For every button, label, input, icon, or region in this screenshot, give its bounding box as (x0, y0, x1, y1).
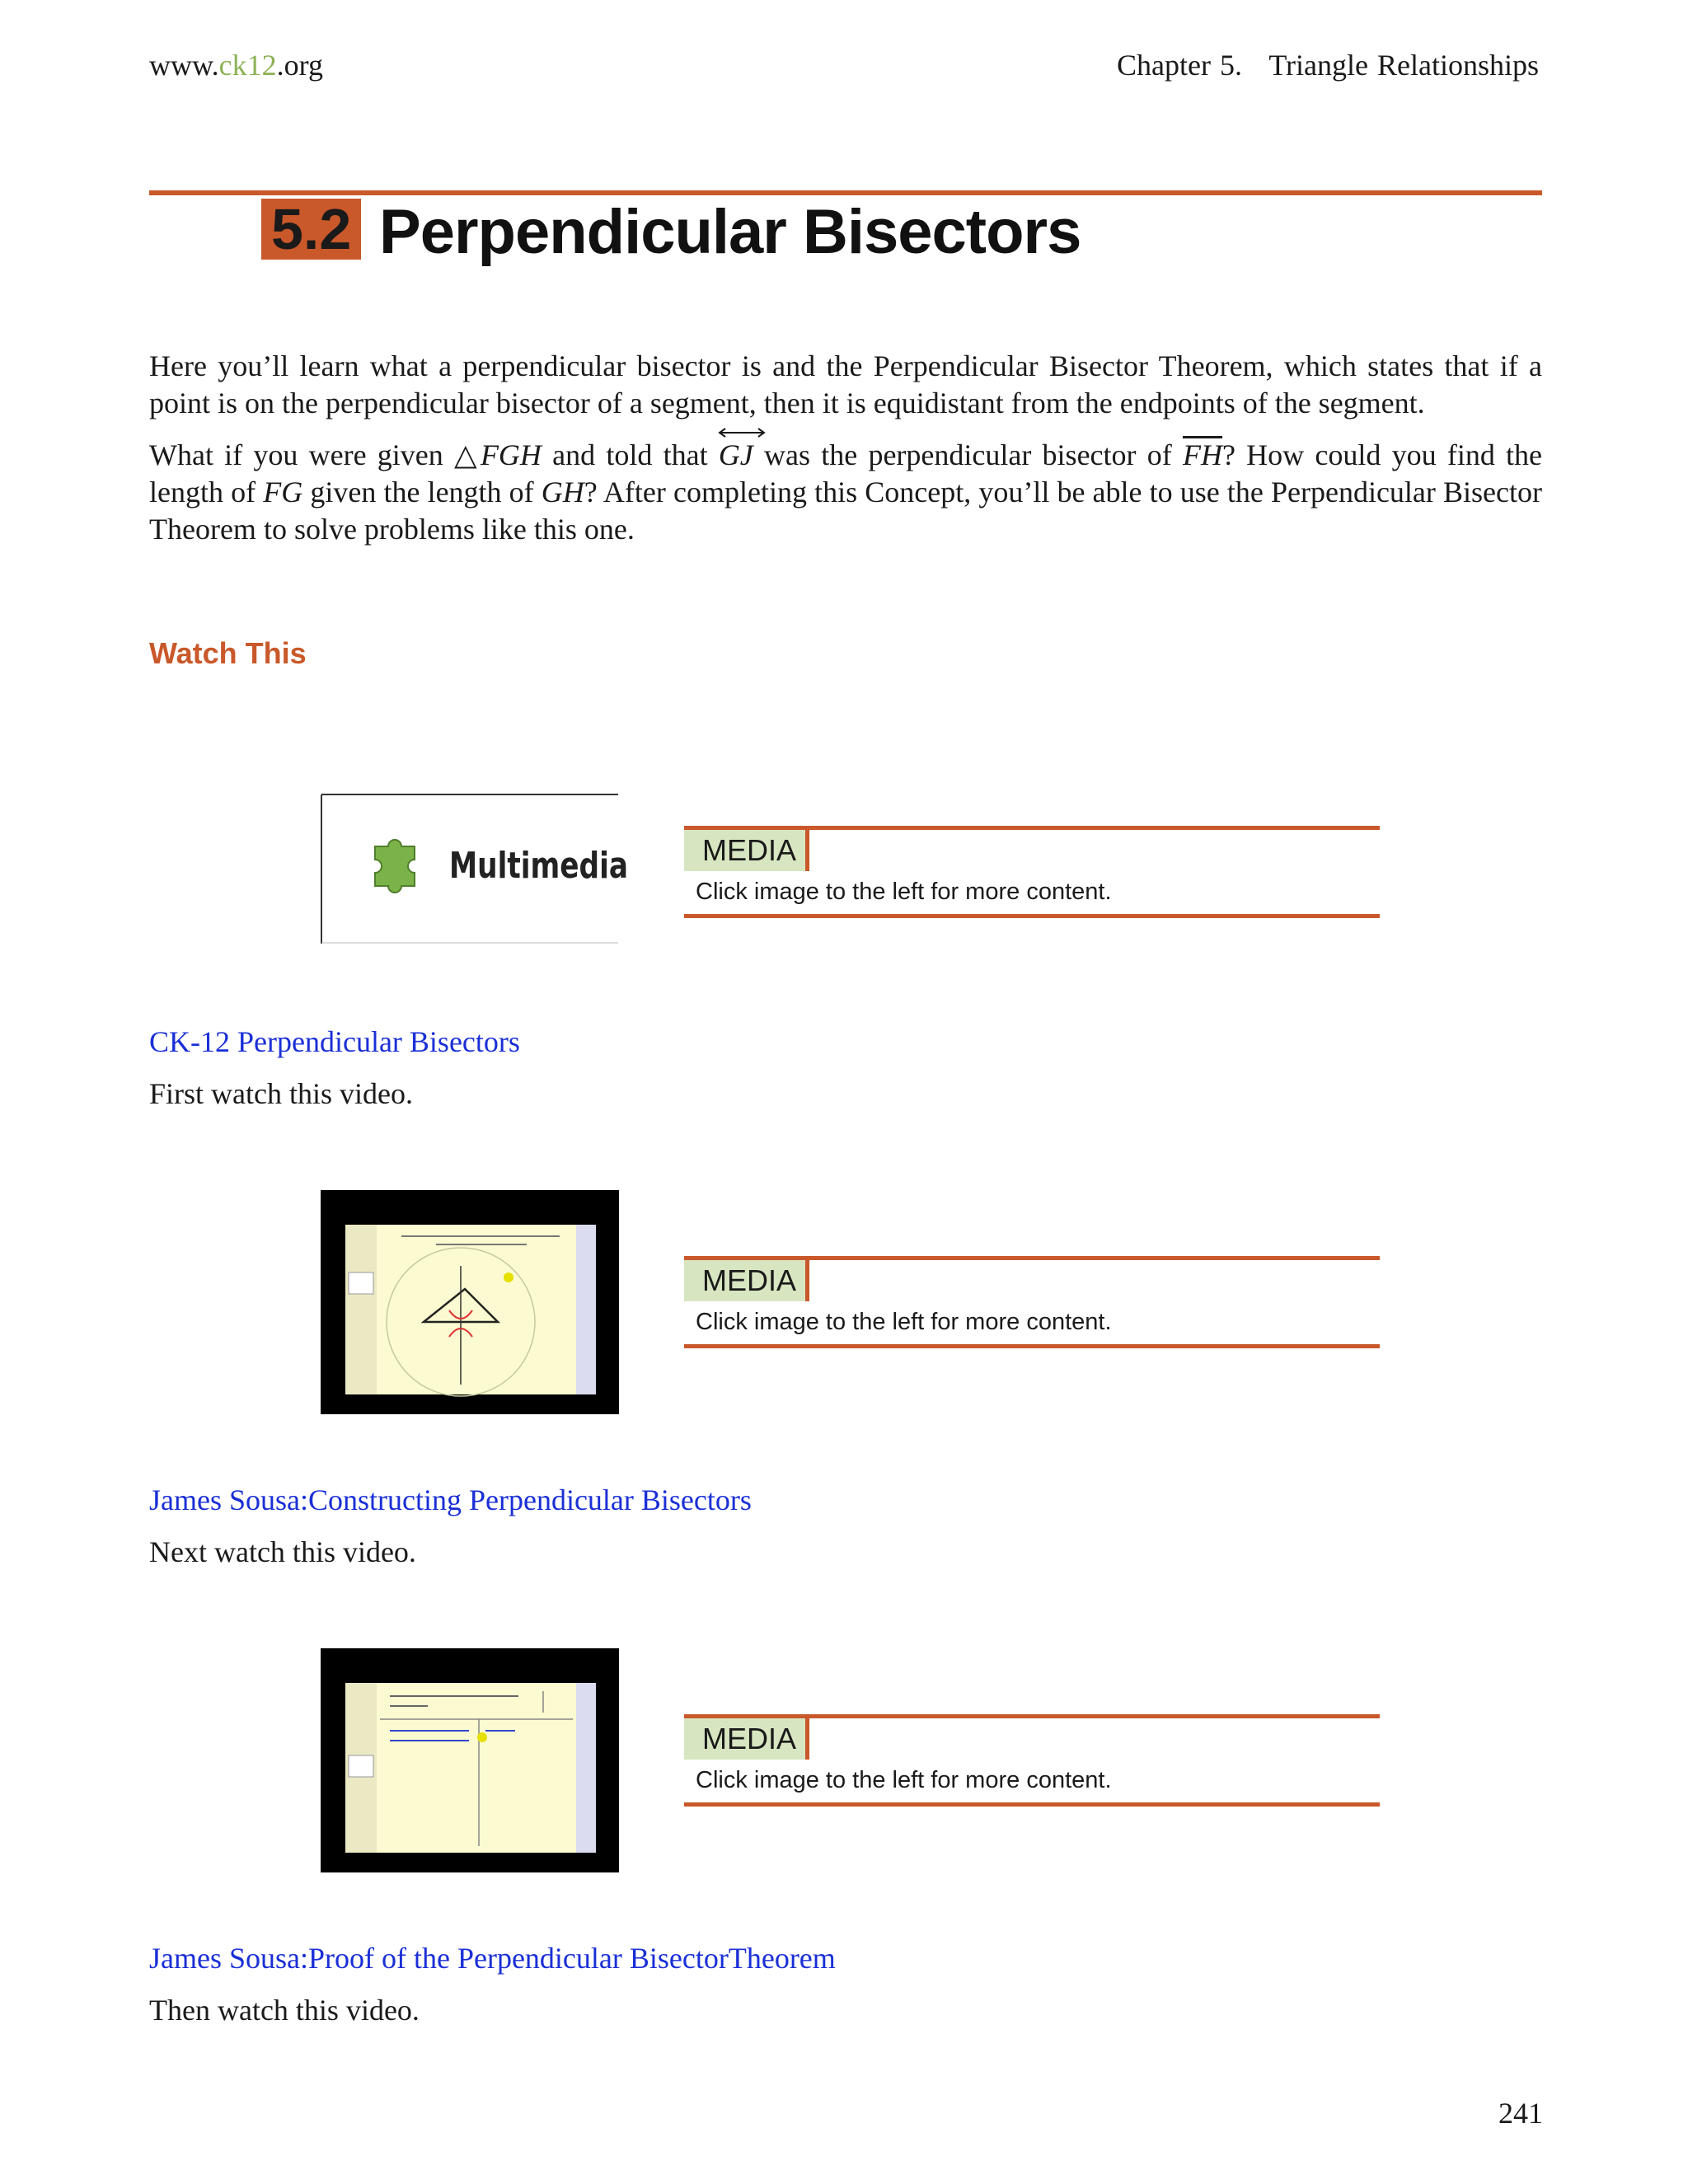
chapter-header: Chapter 5. Triangle Relationships (1117, 49, 1539, 82)
site-prefix: www. (149, 49, 219, 82)
page-number: 241 (1498, 2097, 1543, 2130)
p2-text-b: and told that (541, 438, 719, 471)
p2-text-c: was the perpendicular bisector of (753, 438, 1183, 471)
media-caption: Click image to the left for more content. (696, 1309, 1112, 1335)
intro-paragraph-2 (149, 437, 1542, 548)
segment-gh: GH (541, 476, 584, 509)
media-box-2 (684, 1256, 1380, 1348)
puzzle-icon (375, 840, 415, 893)
video-link-2[interactable]: James Sousa:Constructing Perpendicular Bisectors (149, 1483, 752, 1516)
section-rule (149, 190, 1542, 195)
video-thumbnail-2[interactable] (321, 1648, 619, 1872)
multimedia-thumbnail[interactable] (321, 794, 629, 944)
section-title: Perpendicular Bisectors (379, 197, 1081, 267)
media-box-1 (684, 826, 1380, 918)
video-link-3[interactable]: James Sousa:Proof of the Perpendicular BisectorTheorem (149, 1942, 836, 1975)
p2-text-a: What if you were given (149, 438, 455, 471)
section-number: 5.2 (261, 199, 361, 260)
triangle-fgh: FGH (480, 438, 542, 471)
media-box-3 (684, 1714, 1380, 1807)
line-gj-label: GJ (718, 438, 753, 471)
intro-paragraph-1: Here you’ll learn what a perpendicular bisector is and the Perpendicular Bisector Theorem, which states that if a point is on the perpendicular bisector of a segment, then it is equidistant from the endpoints of the segment. (149, 349, 1542, 419)
p2-text-d: ? How could you find the length of (149, 438, 1543, 509)
double-arrow-icon (717, 427, 767, 438)
media-caption: Click image to the left for more content. (696, 1767, 1112, 1793)
video-note-2: Next watch this video. (149, 1535, 416, 1568)
video-link-1[interactable]: CK-12 Perpendicular Bisectors (149, 1025, 520, 1058)
site-url[interactable] (149, 48, 323, 82)
video-still-proof (321, 1648, 619, 1872)
media-tag: MEDIA (684, 830, 809, 871)
site-suffix: .org (276, 49, 323, 82)
p2-text-f: ? After completing this Concept, you’ll be able to use the Perpendicular Bisector Theorem to solve problems like this one. (149, 476, 1542, 546)
media-tag: MEDIA (684, 1260, 809, 1301)
video-still-construction (321, 1190, 619, 1414)
video-note-1: First watch this video. (149, 1077, 413, 1110)
media-caption: Click image to the left for more content. (696, 879, 1112, 905)
watch-this-heading: Watch This (149, 636, 307, 670)
line-gj (719, 437, 753, 474)
segment-fg: FG (263, 476, 303, 509)
video-note-3: Then watch this video. (149, 1994, 420, 2027)
multimedia-label: Multimedia (449, 845, 629, 887)
video-thumbnail-1[interactable] (321, 1190, 619, 1414)
triangle-symbol: △ (454, 438, 481, 471)
media-tag: MEDIA (684, 1718, 809, 1760)
site-brand: ck12 (218, 49, 277, 82)
segment-fh: $\overline{FH}$ (1182, 438, 1222, 471)
p2-text-e: given the length of (302, 476, 542, 509)
